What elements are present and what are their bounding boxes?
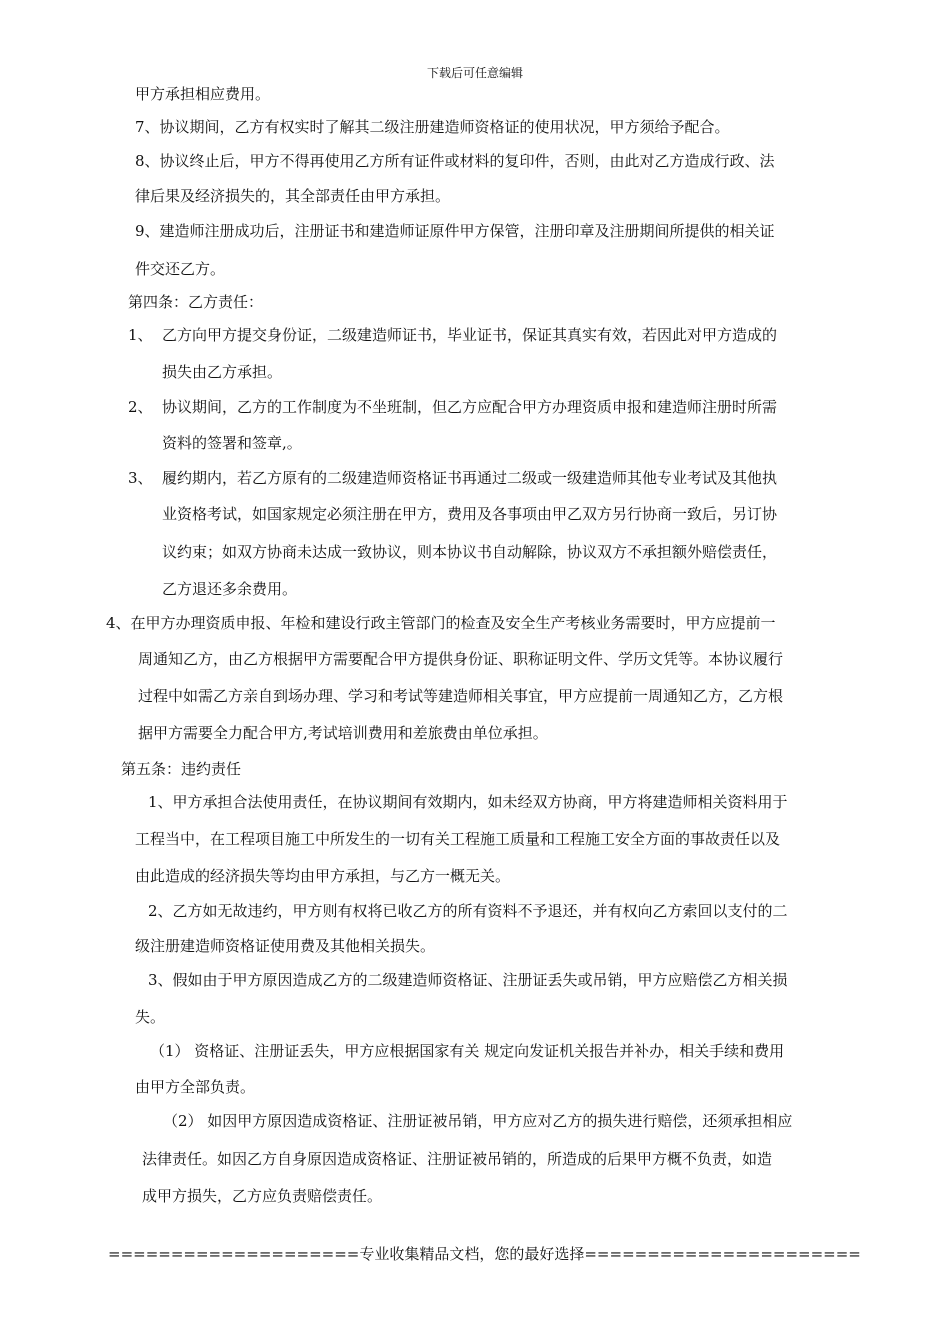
text-line: 由此造成的经济损失等均由甲方承担，与乙方一概无关。	[135, 867, 511, 885]
text-line: 损失由乙方承担。	[162, 363, 283, 381]
page-header: 下载后可任意编辑	[426, 66, 523, 80]
text-line: 过程中如需乙方亲自到场办理、学习和考试等建造师相关事宜，甲方应提前一周通知乙方，乙方根	[138, 687, 784, 705]
text-line: 法律责任。如因乙方自身原因造成资格证、注册证被吊销的，所造成的后果甲方概不负责，如造	[142, 1150, 773, 1168]
text-line: 成甲方损失，乙方应负责赔偿责任。	[142, 1187, 383, 1205]
text-line: 8、协议终止后，甲方不得再使用乙方所有证件或材料的复印件，否则，由此对乙方造成行政、法	[135, 152, 775, 170]
text-line: 据甲方需要全力配合甲方,考试培训费用和差旅费由单位承担。	[138, 724, 548, 742]
text-line: 议约束；如双方协商未达成一致协议，则本协议书自动解除，协议双方不承担额外赔偿责任，	[162, 543, 778, 561]
text-line: 工程当中，在工程项目施工中所发生的一切有关工程施工质量和工程施工安全方面的事故责任以及	[135, 830, 781, 848]
text-line: 协议期间，乙方的工作制度为不坐班制，但乙方应配合甲方办理资质申报和建造师注册时所需	[162, 398, 778, 416]
text-line: 周通知乙方，由乙方根据甲方需要配合甲方提供身份证、职称证明文件、学历文凭等。本协议履行	[138, 650, 784, 668]
text-line: 3、假如由于甲方原因造成乙方的二级建造师资格证、注册证丢失或吊销，甲方应赔偿乙方相关损	[148, 971, 788, 989]
section-heading: 第五条：违约责任	[121, 760, 242, 778]
page-footer: ====================专业收集精品文档，您的最好选择======================	[108, 1245, 861, 1263]
text-line: 失。	[135, 1008, 166, 1026]
text-line: 资料的签署和签章,。	[162, 434, 302, 452]
text-line: 履约期内，若乙方原有的二级建造师资格证书再通过二级或一级建造师其他专业考试及其他执	[162, 469, 778, 487]
list-number: 1、	[128, 326, 153, 344]
section-heading: 第四条：乙方责任：	[128, 293, 264, 311]
text-line: 7、协议期间，乙方有权实时了解其二级注册建造师资格证的使用状况，甲方须给予配合。	[135, 118, 730, 136]
list-number: 2、	[128, 398, 153, 416]
text-line: 4、在甲方办理资质申报、年检和建设行政主管部门的检查及安全生产考核业务需要时，甲方应提前一	[106, 614, 776, 632]
text-line: 2、乙方如无故违约，甲方则有权将已收乙方的所有资料不予退还，并有权向乙方索回以支付的二	[148, 902, 788, 920]
text-line: （1） 资格证、注册证丢失，甲方应根据国家有关 规定向发证机关报告并补办，相关手续和费用	[150, 1042, 785, 1060]
text-line: 甲方承担相应费用。	[135, 85, 271, 103]
text-line: 律后果及经济损失的，其全部责任由甲方承担。	[135, 187, 451, 205]
list-number: 3、	[128, 469, 153, 487]
text-line: 1、甲方承担合法使用责任，在协议期间有效期内，如未经双方协商，甲方将建造师相关资料用于	[148, 793, 788, 811]
text-line: 件交还乙方。	[135, 260, 226, 278]
text-line: （2） 如因甲方原因造成资格证、注册证被吊销，甲方应对乙方的损失进行赔偿，还须承担相应	[163, 1112, 793, 1130]
text-line: 乙方向甲方提交身份证，二级建造师证书，毕业证书，保证其真实有效，若因此对甲方造成的	[162, 326, 778, 344]
text-line: 级注册建造师资格证使用费及其他相关损失。	[135, 937, 436, 955]
text-line: 由甲方全部负责。	[135, 1078, 256, 1096]
text-line: 业资格考试，如国家规定必须注册在甲方，费用及各事项由甲乙双方另行协商一致后，另订协	[162, 505, 778, 523]
text-line: 9、建造师注册成功后，注册证书和建造师证原件甲方保管，注册印章及注册期间所提供的相关证	[135, 222, 775, 240]
text-line: 乙方退还多余费用。	[162, 580, 298, 598]
